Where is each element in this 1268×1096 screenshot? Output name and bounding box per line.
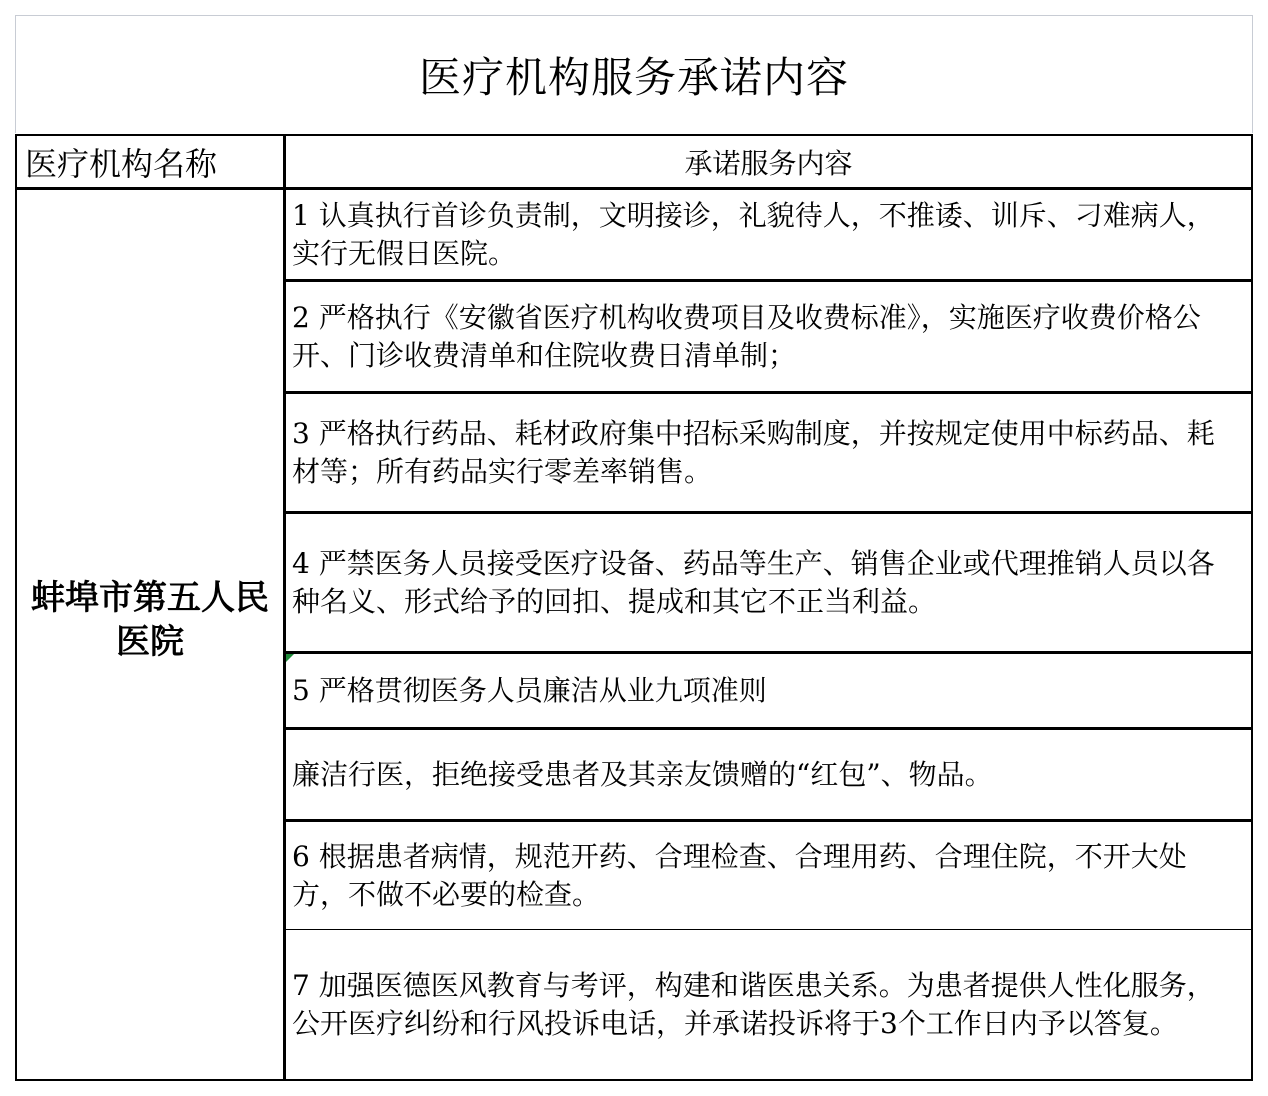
header-org-name-label: 医疗机构名称 (25, 144, 218, 183)
commitment-item-6[interactable] (286, 822, 1251, 930)
commitment-item-7[interactable] (286, 930, 1251, 1079)
commitment-item-5-detail[interactable] (286, 730, 1251, 822)
commitment-text-4: 4 严禁医务人员接受医疗设备、药品等生产、销售企业或代理推销人员以各种名义、形式给予的回扣、提成和其它不正当利益。 (292, 546, 1215, 618)
commitment-sheet (15, 15, 1253, 1082)
commitment-text-6: 6 根据患者病情，规范开药、合理检查、合理用药、合理住院，不开大处方，不做不必要的检查。 (292, 839, 1187, 911)
commitment-item-2[interactable] (286, 282, 1251, 394)
commitment-item-4[interactable] (286, 514, 1251, 654)
header-org-name[interactable] (17, 136, 286, 190)
commitment-text-1: 1 认真执行首诊负责制，文明接诊，礼貌待人，不推诿、训斥、刁难病人，实行无假日医院。 (292, 198, 1215, 270)
header-commitment-content[interactable] (286, 136, 1251, 190)
commitment-text-7: 7 加强医德医风教育与考评，构建和谐医患关系。为患者提供人性化服务，公开医疗纠纷和行风投诉电话，并承诺投诉将于3个工作日内予以答复。 (292, 968, 1215, 1040)
cell-comment-marker-icon (286, 654, 294, 662)
org-name: 蚌埠市第五人民医院 (31, 577, 269, 662)
commitment-text-5-detail: 廉洁行医，拒绝接受患者及其亲友馈赠的“红包”、物品。 (292, 757, 993, 791)
title-cell[interactable] (15, 15, 1253, 133)
commitment-item-3[interactable] (286, 394, 1251, 514)
page-title: 医疗机构服务承诺内容 (418, 52, 849, 102)
commitment-item-5[interactable] (286, 654, 1251, 730)
commitment-item-1[interactable] (286, 190, 1251, 282)
header-commitment-content-label: 承诺服务内容 (684, 146, 853, 180)
commitment-text-3: 3 严格执行药品、耗材政府集中招标采购制度，并按规定使用中标药品、耗材等；所有药品实行零差率销售。 (292, 416, 1215, 488)
org-name-cell[interactable] (17, 190, 286, 1079)
commitment-text-2: 2 严格执行《安徽省医疗机构收费项目及收费标准》，实施医疗收费价格公开、门诊收费清单和住院收费日清单制； (292, 300, 1201, 372)
commitment-table (15, 134, 1253, 1081)
commitment-text-5: 5 严格贯彻医务人员廉洁从业九项准则 (292, 673, 767, 707)
